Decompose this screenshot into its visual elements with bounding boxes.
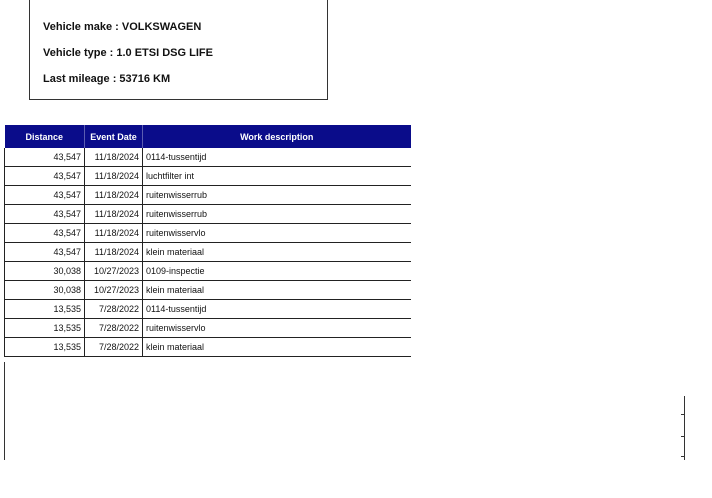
cell-distance: 43,547 bbox=[5, 224, 85, 243]
table-row bbox=[5, 186, 411, 205]
page-border-left bbox=[4, 362, 5, 460]
header-row bbox=[5, 125, 411, 148]
table-row bbox=[5, 243, 411, 262]
table-row bbox=[5, 148, 411, 167]
cell-distance: 13,535 bbox=[5, 319, 85, 338]
vehicle-make: Vehicle make : VOLKSWAGEN bbox=[43, 21, 202, 33]
cell-work-description: klein materiaal bbox=[143, 243, 411, 262]
cell-distance: 43,547 bbox=[5, 243, 85, 262]
cell-event-date: 11/18/2024 bbox=[85, 148, 143, 167]
maintenance-history-table bbox=[4, 125, 411, 357]
last-mileage: Last mileage : 53716 KM bbox=[43, 73, 171, 85]
cell-distance: 13,535 bbox=[5, 338, 85, 357]
table-row bbox=[5, 224, 411, 243]
cell-work-description: 0109-inspectie bbox=[143, 262, 411, 281]
cell-distance: 30,038 bbox=[5, 262, 85, 281]
maintenance-history-table-wrap bbox=[4, 125, 410, 357]
border-tick bbox=[681, 414, 685, 415]
cell-work-description: luchtfilter int bbox=[143, 167, 411, 186]
cell-event-date: 11/18/2024 bbox=[85, 243, 143, 262]
border-tick bbox=[681, 436, 685, 437]
cell-distance: 13,535 bbox=[5, 300, 85, 319]
border-tick bbox=[681, 456, 685, 457]
page-border-right bbox=[684, 396, 685, 460]
table-row bbox=[5, 262, 411, 281]
table-row bbox=[5, 205, 411, 224]
table-row bbox=[5, 300, 411, 319]
cell-event-date: 11/18/2024 bbox=[85, 205, 143, 224]
table-header bbox=[5, 125, 411, 148]
cell-event-date: 11/18/2024 bbox=[85, 224, 143, 243]
cell-work-description: ruitenwisserrub bbox=[143, 186, 411, 205]
cell-work-description: ruitenwisserrub bbox=[143, 205, 411, 224]
column-header-work-description: Work description bbox=[143, 125, 411, 148]
cell-work-description: klein materiaal bbox=[143, 338, 411, 357]
cell-event-date: 11/18/2024 bbox=[85, 167, 143, 186]
table-row bbox=[5, 281, 411, 300]
cell-work-description: ruitenwisservlo bbox=[143, 224, 411, 243]
cell-work-description: 0114-tussentijd bbox=[143, 300, 411, 319]
vehicle-info-box bbox=[29, 0, 328, 100]
table-row bbox=[5, 338, 411, 357]
table-row bbox=[5, 167, 411, 186]
table-row bbox=[5, 319, 411, 338]
cell-distance: 43,547 bbox=[5, 148, 85, 167]
cell-distance: 43,547 bbox=[5, 186, 85, 205]
cell-distance: 30,038 bbox=[5, 281, 85, 300]
table-body bbox=[5, 148, 411, 357]
cell-work-description: 0114-tussentijd bbox=[143, 148, 411, 167]
vehicle-type: Vehicle type : 1.0 ETSI DSG LIFE bbox=[43, 47, 213, 59]
cell-event-date: 7/28/2022 bbox=[85, 338, 143, 357]
cell-work-description: ruitenwisservlo bbox=[143, 319, 411, 338]
column-header-distance: Distance bbox=[5, 125, 85, 148]
cell-distance: 43,547 bbox=[5, 205, 85, 224]
column-header-event-date: Event Date bbox=[85, 125, 143, 148]
cell-event-date: 10/27/2023 bbox=[85, 281, 143, 300]
cell-distance: 43,547 bbox=[5, 167, 85, 186]
cell-event-date: 11/18/2024 bbox=[85, 186, 143, 205]
cell-event-date: 7/28/2022 bbox=[85, 319, 143, 338]
cell-work-description: klein materiaal bbox=[143, 281, 411, 300]
cell-event-date: 7/28/2022 bbox=[85, 300, 143, 319]
cell-event-date: 10/27/2023 bbox=[85, 262, 143, 281]
